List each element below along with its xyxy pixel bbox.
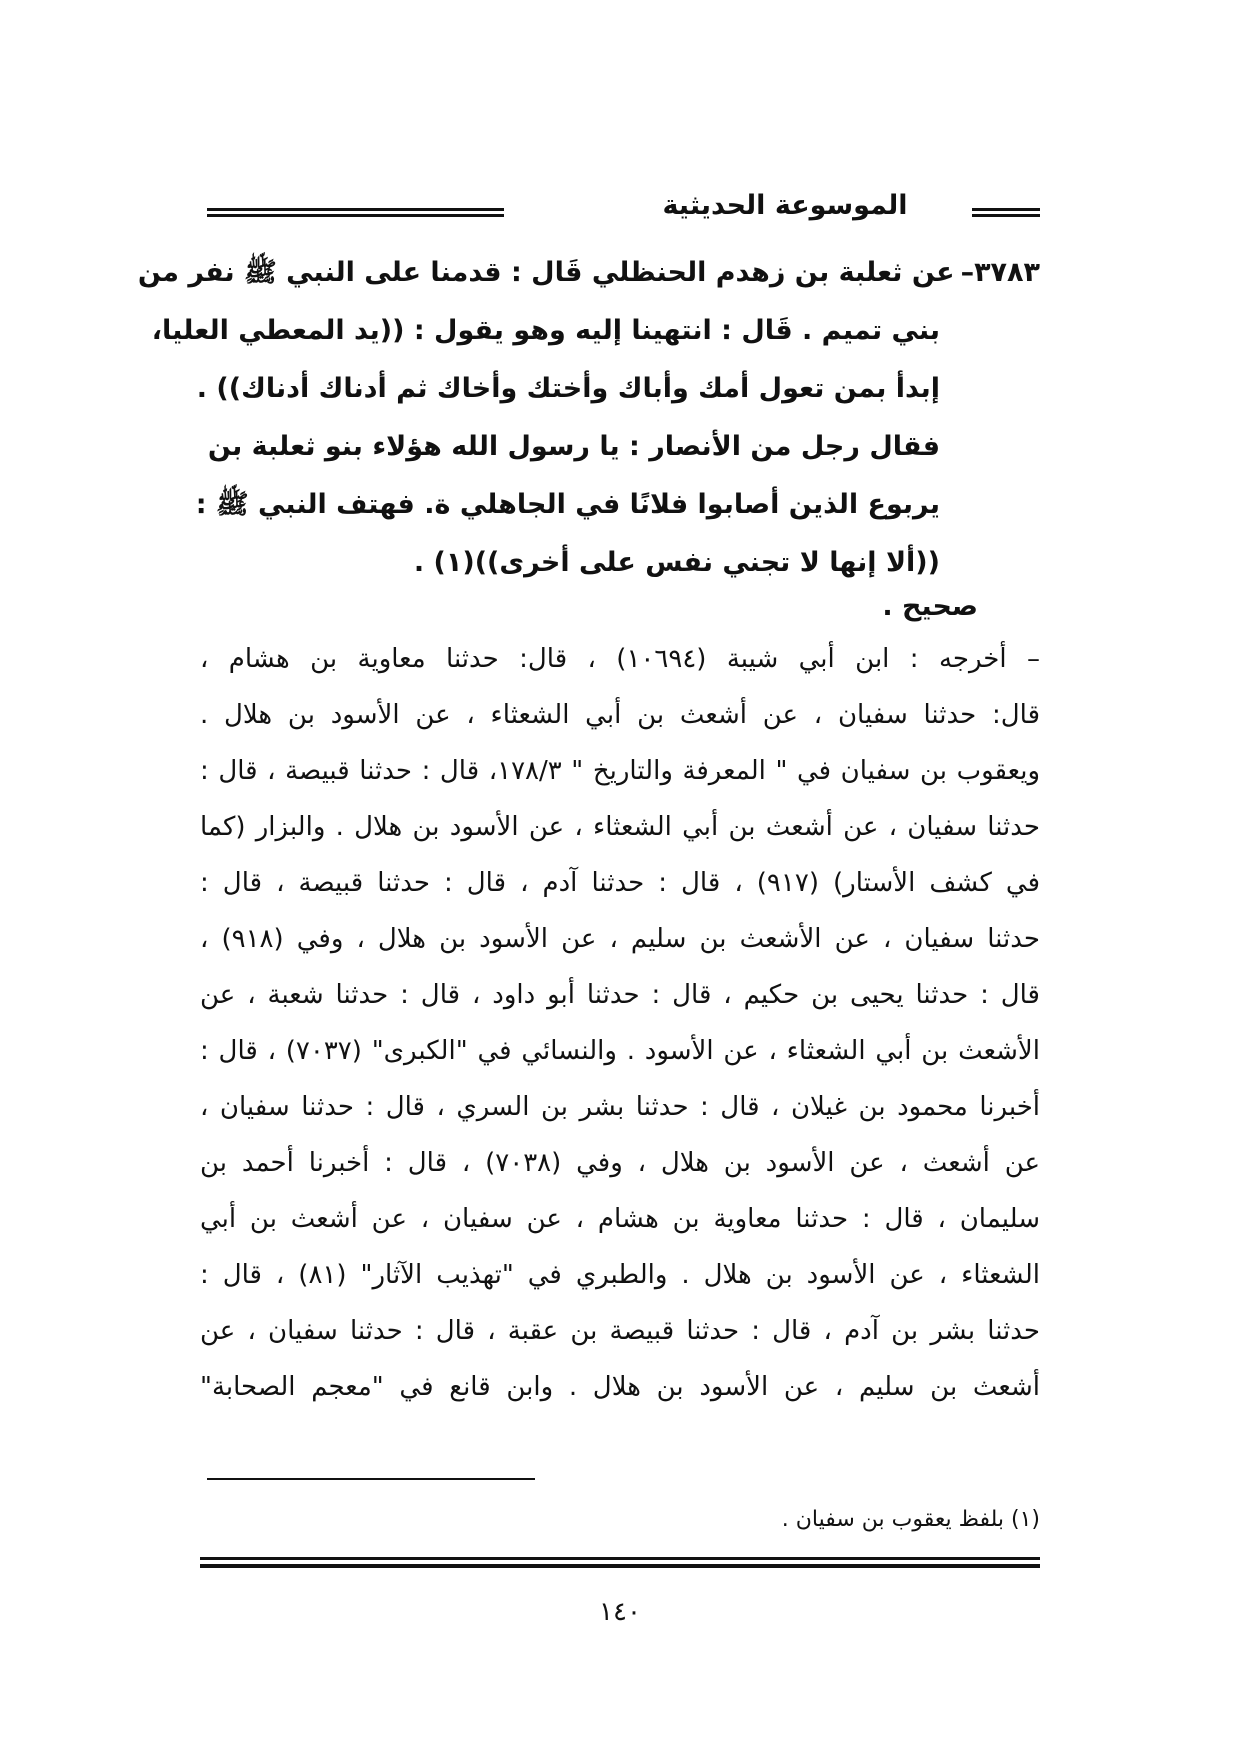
header-title: الموسوعة الحديثية: [662, 190, 908, 221]
takhrij-line: قال : حدثنا يحيى بن حكيم ، قال : حدثنا أبو داود ، قال : حدثنا شعبة ، عن: [200, 980, 1040, 1010]
header-rule-right: [972, 208, 1040, 218]
page-number: ١٤٠: [599, 1597, 641, 1627]
takhrij-line: عن أشعث ، عن الأسود بن هلال ، وفي (٧٠٣٨) ، قال : أخبرنا أحمد بن: [200, 1148, 1040, 1178]
takhrij-line: حدثنا سفيان ، عن الأشعث بن سليم ، عن الأسود بن هلال ، وفي (٩١٨) ،: [200, 924, 1040, 954]
footer-rule: [200, 1557, 1040, 1569]
hadith-line: [138, 244, 1040, 302]
takhrij-line: أخبرنا محمود بن غيلان ، قال : حدثنا بشر بن السري ، قال : حدثنا سفيان ،: [200, 1092, 1040, 1122]
hadith-line: يربوع الذين أصابوا فلانًا في الجاهلي ة. فهتف النبي ﷺ :: [195, 489, 940, 520]
takhrij-line: ويعقوب بن سفيان في " المعرفة والتاريخ " ١٧٨/٣، قال : حدثنا قبيصة ، قال :: [200, 756, 1041, 786]
hadith-line: إبدأ بمن تعول أمك وأباك وأختك وأخاك ثم أدناك أدناك)) .: [196, 373, 940, 404]
hadith-line: ((ألا إنها لا تجني نفس على أخرى))(١) .: [413, 547, 940, 578]
footnote-separator: [207, 1478, 535, 1480]
hadith-number: ٣٧٨٣–: [960, 257, 1040, 288]
takhrij-line: سليمان ، قال : حدثنا معاوية بن هشام ، عن سفيان ، عن أشعث بن أبي: [200, 1204, 1040, 1234]
takhrij-line: الشعثاء ، عن الأسود بن هلال . والطبري في "تهذيب الآثار" (٨١) ، قال :: [200, 1260, 1040, 1290]
hadith-line: فقال رجل من الأنصار : يا رسول الله هؤلاء بنو ثعلبة بن: [207, 431, 940, 462]
takhrij-line: في كشف الأستار) (٩١٧) ، قال : حدثنا آدم ، قال : حدثنا قبيصة ، قال :: [200, 868, 1041, 898]
page-header: [207, 186, 1040, 226]
takhrij-line: حدثنا سفيان ، عن أشعث بن أبي الشعثاء ، عن الأسود بن هلال . والبزار (كما: [200, 812, 1040, 842]
takhrij-line: حدثنا بشر بن آدم ، قال : حدثنا قبيصة بن عقبة ، قال : حدثنا سفيان ، عن: [200, 1316, 1040, 1346]
takhrij-line: قال: حدثنا سفيان ، عن أشعث بن أبي الشعثاء ، عن الأسود بن هلال .: [200, 700, 1040, 730]
hadith-line-text: عن ثعلبة بن زهدم الحنظلي قَال : قدمنا على النبي ﷺ نفر من: [137, 257, 955, 288]
grading-verdict: صحيح .: [882, 591, 978, 622]
takhrij-line: أشعث بن سليم ، عن الأسود بن هلال . وابن قانع في "معجم الصحابة": [200, 1372, 1040, 1402]
hadith-line: بني تميم . قَال : انتهينا إليه وهو يقول : ((يد المعطي العليا،: [151, 315, 940, 346]
takhrij-line: – أخرجه : ابن أبي شيبة (١٠٦٩٤) ، قال: حدثنا معاوية بن هشام ،: [200, 644, 1040, 674]
header-rule-left: [207, 208, 504, 218]
takhrij-line: الأشعث بن أبي الشعثاء ، عن الأسود . والنسائي في "الكبرى" (٧٠٣٧) ، قال :: [200, 1036, 1040, 1066]
footnote: (١) بلفظ يعقوب بن سفيان .: [781, 1507, 1040, 1532]
